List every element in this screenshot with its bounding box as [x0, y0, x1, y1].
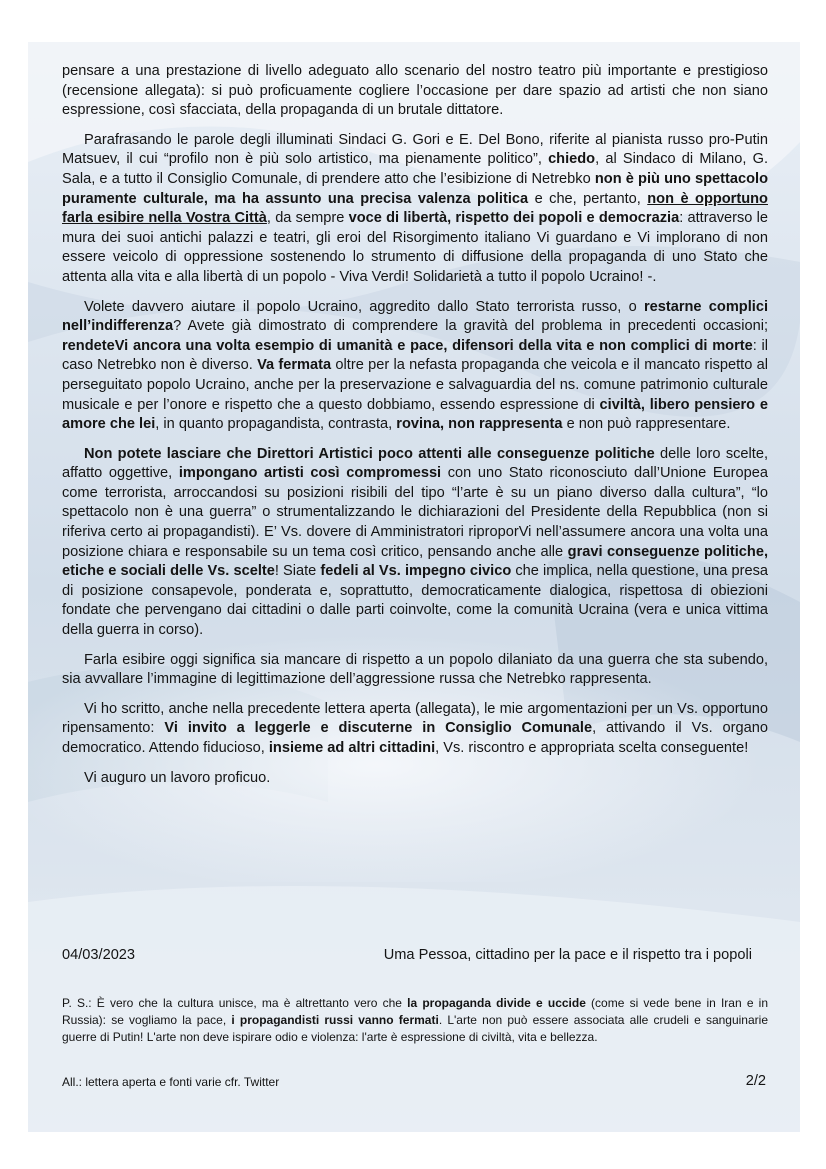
text-run: delle loro scelte, affatto oggettive, [62, 445, 769, 482]
bold-text: la propaganda divide e uccide [407, 996, 586, 1010]
paragraph [62, 769, 768, 789]
bold-text: restarne complici nell’indifferenza [62, 298, 769, 335]
bold-text: chiedo [548, 151, 596, 168]
bold-text: non è più uno spettacolo puramente culturale, ma ha assunto una precisa valenza politica [62, 170, 768, 207]
signature-line [62, 947, 768, 967]
text-run: . L'arte non può essere associata alle crudeli e sanguinarie guerre di Putin! L'arte non deve ispirare odio e violenza: l'arte è espressione di civiltà, vita e bellezza. [62, 1013, 768, 1044]
page-number: 2/2 [745, 1073, 766, 1089]
bold-text: rendeteVi ancora una volta esempio di umanità e pace, difensori della vita e non complici di morte [62, 337, 753, 354]
text-run: : il caso Netrebko non è diverso. [62, 337, 769, 374]
signature-name: Uma Pessoa, cittadino per la pace e il rispetto tra i popoli [383, 947, 752, 963]
text-run: , Vs. riscontro e appropriata scelta conseguente! [435, 740, 749, 756]
paragraph [62, 700, 768, 759]
postscript [62, 995, 768, 1046]
bold-text: insieme ad altri cittadini [268, 740, 436, 756]
text-run: Volete davvero aiutare il popolo Ucraino, aggredito dallo Stato terrorista russo, o [84, 298, 644, 315]
letter-date: 04/03/2023 [62, 947, 136, 963]
bold-text: i propagandisti russi vanno fermati [231, 1013, 439, 1027]
bold-text: Va fermata [257, 357, 332, 374]
text-run: , al Sindaco di Milano, G. Sala, e a tutto il Consiglio Comunale, di prendere atto che l’esibizione di Netrebko [62, 151, 768, 187]
underlined-bold-text: non è opportuno farla esibire nella Vostra Città [62, 190, 768, 227]
text-run: , da sempre [266, 210, 349, 227]
text-run: (come si vede bene in Iran e in Russia): se vogliamo la pace, [62, 996, 769, 1027]
text-run: , in quanto propagandista, contrasta, [155, 416, 397, 433]
text-run: Vi auguro un lavoro proficuo. [84, 769, 271, 786]
text-run: con uno Stato riconosciuto dall’Unione Europea come terrorista, arroccandosi su posizioni risibili del tipo “l’arte è su un piano diverso dalla cultura”, “lo spettacolo non è una guerra” o strumentalizzando le dichiarazioni del Presidente della Repubblica (non si riferiva certo ai propagandisti). E’ Vs. dovere di Amministratori riproporVi nell’assumere ancora una volta una posizione chiara e responsabile su un tema così critico, pensando anche alle [62, 465, 768, 560]
text-run: e non può rappresentare. [562, 416, 731, 433]
text-run: Vi ho scritto, anche nella precedente lettera aperta (allegata), le mie argomentazioni per un Vs. opportuno ripensamento: [62, 700, 768, 737]
attachments-note: All.: lettera aperta e fonti varie cfr. Twitter [62, 1075, 280, 1089]
paragraph [62, 651, 768, 690]
letter-page [28, 42, 800, 1132]
text-run: : attraverso le mura dei suoi antichi palazzi e teatri, gli eroi del Risorgimento italiano Vi guardano e Vi implorano di non essere veicolo di oppressione sostenendo lo strumento di diffusione della propaganda di uno Stato che attenta alla vita e alla libertà di un popolo - Viva Verdi! Solidarietà a tutto il popolo Ucraino! -. [62, 210, 768, 285]
text-run: e che, pertanto, [528, 190, 648, 207]
text-run: oltre per la nefasta propaganda che veicola e il mancato rispetto al perseguitato popolo Ucraino, anche per la preservazione e salvaguardia del ns. comune patrimonio culturale musicale e per l’onore e rispetto che a questo dobbiamo, essendo espressione di [62, 357, 768, 413]
paragraph [62, 298, 768, 435]
bold-text: impongano artisti così compromessi [178, 465, 442, 482]
paragraph [62, 131, 768, 288]
bold-text: rovina, non rappresenta [396, 416, 563, 433]
text-run: P. S.: È vero che la cultura unisce, ma è altrettanto vero che [62, 996, 408, 1010]
bold-text: civiltà, libero pensiero e amore che lei [62, 396, 768, 433]
text-run: Parafrasando le parole degli illuminati Sindaci G. Gori e E. Del Bono, riferite al pianista russo pro-Putin Matsuev, il cui “profilo non è più solo artistico, ma pienamente politico”, [62, 131, 768, 168]
bold-text: Non potete lasciare che Direttori Artistici poco attenti alle conseguenze politiche [84, 445, 655, 462]
paragraph [62, 62, 768, 121]
text-run: Farla esibire oggi significa sia mancare di rispetto a un popolo dilaniato da una guerra che sta subendo, sia avvallare l’immagine di legittimazione dell’aggressione russa che Netrebko rappresenta. [62, 651, 768, 688]
bold-text: voce di libertà, rispetto dei popoli e democrazia [348, 210, 680, 227]
bold-text: fedeli al Vs. impegno civico [320, 563, 512, 580]
bold-text: gravi conseguenze politiche, etiche e sociali delle Vs. scelte [62, 543, 769, 580]
text-run: ! Siate [274, 563, 321, 580]
bold-text: Vi invito a leggerle e discuterne in Consiglio Comunale [164, 720, 593, 737]
text-run: che implica, nella questione, una presa di posizione consapevole, ponderata e, soprattutto, democraticamente dialogica, rispettosa di obiezioni fondate che pervengano dai cittadini o dalle parti coinvolte, come la comunità Ucraina (vera e unica vittima della guerra in corso). [62, 563, 768, 639]
text-run: ? Avete già dimostrato di comprendere la gravità del problema in precedenti occasioni; [173, 318, 768, 335]
page-footer [62, 1075, 768, 1093]
letter-body [62, 62, 768, 798]
text-run: , attivando il Vs. organo democratico. Attendo fiducioso, [62, 720, 768, 756]
text-run: pensare a una prestazione di livello adeguato allo scenario del nostro teatro più importante e prestigioso (recensione allegata): si può proficuamente cogliere l’occasione per dare spazio ad artisti che non siano espressione, così sfacciata, della propaganda di un brutale dittatore. [62, 63, 768, 119]
paragraph [62, 445, 768, 641]
